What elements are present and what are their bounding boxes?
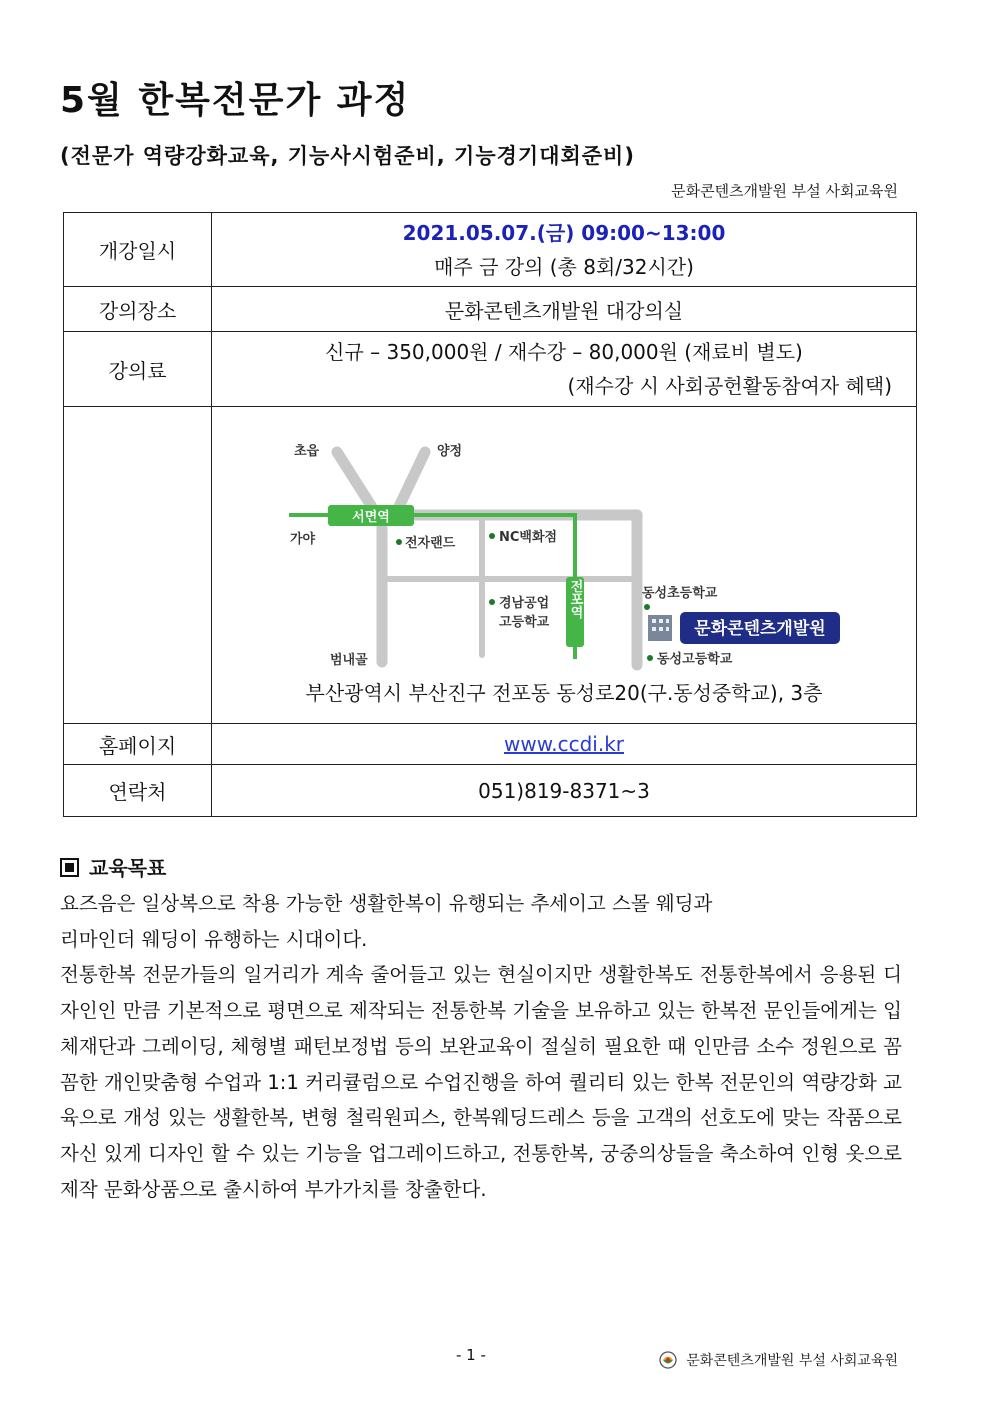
seomyeon-station-label: 서면역 bbox=[352, 510, 390, 525]
contact-label: 연락처 bbox=[64, 765, 212, 817]
section-heading-text: 교육목표 bbox=[89, 856, 167, 880]
page-title: 5월 한복전문가 과정 bbox=[60, 80, 411, 121]
address: 부산광역시 부산진구 전포동 동성로20(구.동성중학교), 3층 bbox=[305, 681, 823, 705]
fee-cell bbox=[212, 332, 917, 407]
label-gyeongnam-1: 경남공업 bbox=[499, 596, 550, 611]
footer-organization: 문화콘텐츠개발원 부설 사회교육원 bbox=[686, 1353, 898, 1369]
fee-line-2: (재수강 시 사회공헌활동참여자 혜택) bbox=[567, 374, 892, 398]
section-heading bbox=[60, 852, 166, 881]
homepage-cell bbox=[212, 724, 917, 765]
label-dongseong-elem: 동성초등학교 bbox=[642, 586, 718, 601]
paragraph-1-line-1: 요즈음은 일상복으로 착용 가능한 생활한복이 유행되는 추세이고 스몰 웨딩과 bbox=[60, 892, 713, 915]
footer bbox=[656, 1350, 898, 1370]
paragraph-1-line-2: 리마인더 웨딩이 유행하는 시대이다. bbox=[60, 927, 368, 951]
schedule-datetime: 2021.05.07.(금) 09:00~13:00 bbox=[402, 220, 726, 245]
marker-dongseong-elem bbox=[644, 604, 650, 610]
schedule-label: 개강일시 bbox=[64, 213, 212, 287]
homepage-label: 홈페이지 bbox=[64, 724, 212, 765]
section-body bbox=[60, 886, 902, 1207]
homepage-link[interactable]: www.ccdi.kr bbox=[504, 732, 624, 756]
checkbox-icon bbox=[60, 858, 79, 877]
location-map bbox=[212, 407, 916, 723]
roads bbox=[337, 452, 637, 665]
contact-value: 051)819-8371~3 bbox=[212, 765, 917, 817]
marker-jeonjaland bbox=[396, 539, 402, 545]
label-yangjeong: 양정 bbox=[437, 444, 463, 459]
course-info-table bbox=[63, 212, 917, 817]
location-label bbox=[64, 407, 212, 724]
page-number: - 1 - bbox=[456, 1346, 486, 1364]
fee-line-1: 신규 – 350,000원 / 재수강 – 80,000원 (재료비 별도) bbox=[325, 340, 803, 364]
building-icon bbox=[648, 615, 672, 641]
page-subtitle: (전문가 역량강화교육, 기능사시험준비, 기능경기대회준비) bbox=[60, 144, 635, 168]
venue-value: 문화콘텐츠개발원 대강의실 bbox=[212, 287, 917, 332]
schedule-frequency: 매주 금 강의 (총 8회/32시간) bbox=[434, 254, 694, 279]
label-gyeongnam-2: 고등학교 bbox=[499, 615, 550, 630]
fee-label: 강의료 bbox=[64, 332, 212, 407]
marker-dongseong-high bbox=[647, 655, 653, 661]
label-jeonjaland: 전자랜드 bbox=[405, 536, 456, 551]
label-choeup: 초읍 bbox=[294, 444, 320, 459]
organization-logo-icon bbox=[656, 1350, 680, 1370]
paragraph-2: 전통한복 전문가들의 일거리가 계속 줄어들고 있는 현실이지만 생활한복도 전통한복에서 응용된 디자인인 만큼 기본적으로 평면으로 제작되는 전통한복 기술을 보유하고 있는 한복전 문인들에게는 입체재단과 그레이딩, 체형별 패턴보정법 등의 보완교육이 절실히 필요한 때 인만큼 소수 정원으로 꼼꼼한 개인맞춤형 수업과 1:1 커리큘럼으로 수업진행을 하여 퀄리티 있는 한복 전문인의 역량강화 교육으로 개성 있는 생활한복, 변형 철릭원피스, 한복웨딩드레스 등을 고객의 선호도에 맞는 작품으로 자신 있게 디자인 할 수 있는 기능을 업그레이드하고, 전통한복, 궁중의상들을 축소하여 인형 옷으로 제작 문화상품으로 출시하여 부가가치를 창출한다. bbox=[60, 963, 902, 1201]
venue-label: 강의장소 bbox=[64, 287, 212, 332]
label-ccdi: 문화콘텐츠개발원 bbox=[694, 619, 826, 639]
map-graphic bbox=[212, 407, 917, 723]
label-beomnaegol: 범내골 bbox=[330, 653, 368, 668]
schedule-cell bbox=[212, 213, 917, 287]
label-nc: NC백화점 bbox=[499, 530, 558, 545]
marker-gyeongnam bbox=[489, 599, 495, 605]
location-cell bbox=[212, 407, 917, 724]
label-dongseong-high: 동성고등학교 bbox=[657, 652, 733, 667]
jeonpo-station-label: 전포역 bbox=[567, 579, 583, 619]
organization-name: 문화콘텐츠개발원 부설 사회교육원 bbox=[671, 182, 898, 200]
marker-nc bbox=[489, 533, 495, 539]
label-gaya: 가야 bbox=[290, 532, 316, 547]
